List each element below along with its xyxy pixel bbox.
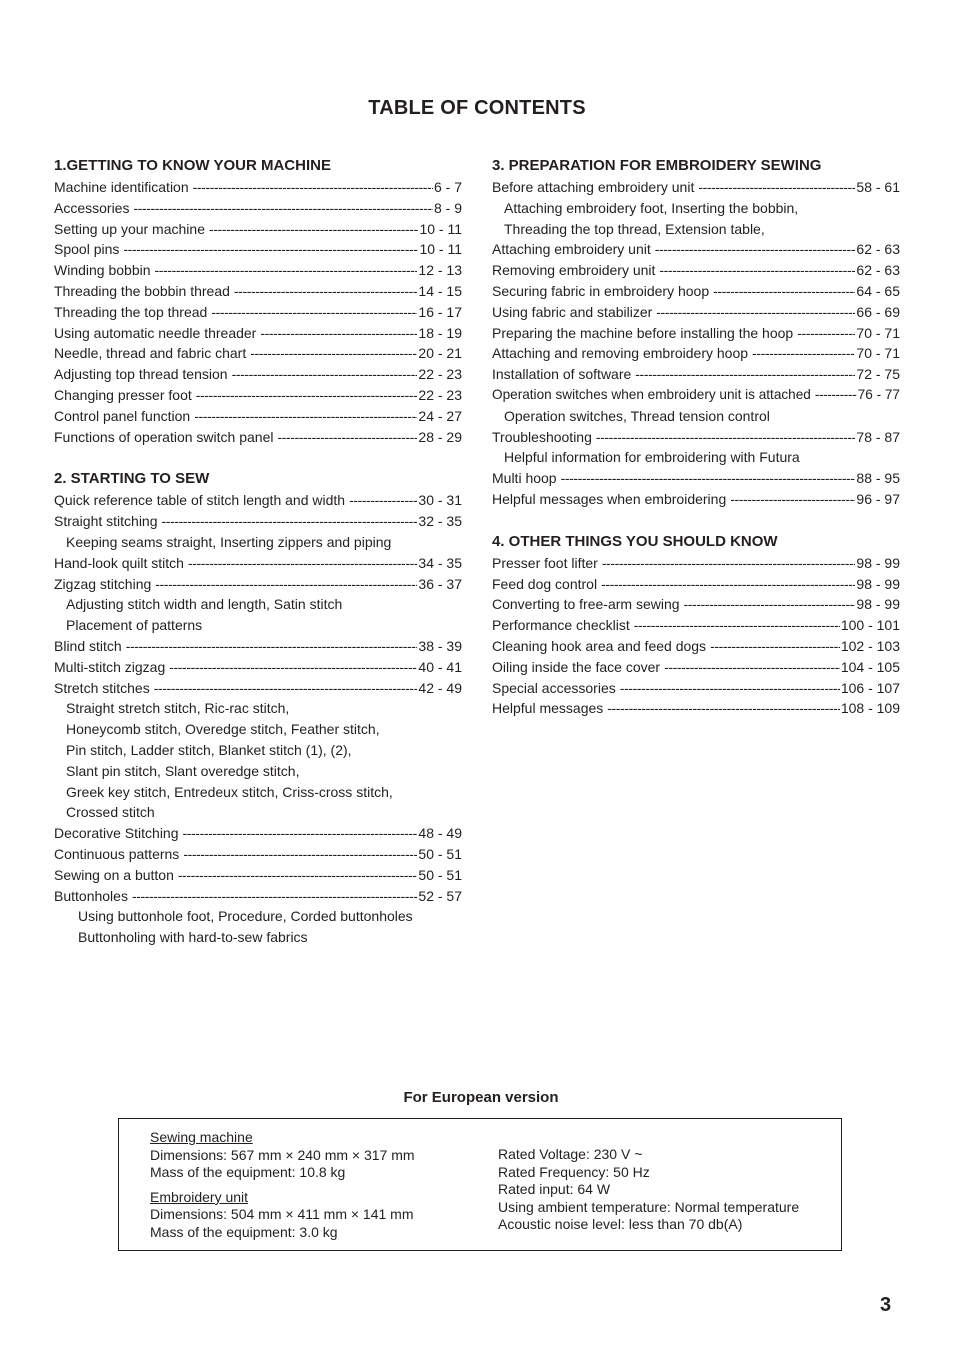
entry-label: Threading the bobbin thread [54,282,230,299]
european-version-title: For European version [403,1089,559,1106]
toc-section-3 [492,155,900,510]
entry-label: Straight stitching [54,513,158,530]
acoustic-noise: Acoustic noise level: less than 70 db(A) [498,1216,743,1233]
toc-entry[interactable] [54,823,462,844]
toc-entry[interactable] [492,260,900,281]
page-number: 3 [880,1294,892,1316]
dot-leader [188,553,417,574]
toc-entry[interactable] [54,865,462,886]
dot-leader [126,636,418,657]
toc-entry[interactable] [492,615,900,636]
entry-pages: 62 - 63 [856,241,900,258]
entry-label: Adjusting top thread tension [54,366,228,383]
entry-label: Threading the top thread [54,303,208,320]
toc-entry[interactable] [492,657,900,678]
entry-label: Zigzag stitching [54,575,152,592]
toc-subentry: Slant pin stitch, Slant overedge stitch, [66,762,300,779]
toc-entry[interactable] [54,886,462,907]
dot-leader [250,343,417,364]
entry-pages: 10 - 11 [419,220,462,237]
entry-pages: 30 - 31 [418,492,462,509]
dot-leader [561,468,856,489]
dot-leader [656,302,855,323]
toc-entry[interactable] [54,260,462,281]
entry-label: Oiling inside the face cover [492,658,661,675]
entry-pages: 52 - 57 [418,887,462,904]
toc-entry[interactable] [492,553,900,574]
toc-entry[interactable] [54,198,462,219]
entry-label: Special accessories [492,679,616,696]
entry-pages: 78 - 87 [856,428,900,445]
embroidery-unit-mass: Mass of the equipment: 3.0 kg [150,1223,338,1240]
entry-pages: 6 - 7 [433,179,462,195]
spec-box [118,1118,842,1251]
toc-section-4 [492,531,900,719]
dot-leader [209,219,418,240]
entry-pages: 70 - 71 [856,324,900,341]
entry-label: Blind stitch [54,637,122,654]
entry-label: Helpful messages when embroidering [492,490,727,507]
toc-subentry: Attaching embroidery foot, Inserting the bobbin, [504,199,799,216]
dot-leader [178,865,418,886]
entry-pages: 58 - 61 [856,179,900,195]
toc-entry[interactable] [492,678,900,699]
entry-pages: 102 - 103 [840,637,900,654]
entry-label: Performance checklist [492,617,630,634]
toc-entry[interactable] [54,177,462,198]
spec-ratings [498,1146,799,1234]
entry-pages: 98 - 99 [856,554,900,571]
toc-subentry: Straight stretch stitch, Ric-rac stitch, [66,700,290,717]
entry-pages: 42 - 49 [418,679,462,696]
dot-leader [154,678,418,699]
entry-label: Multi hoop [492,470,557,487]
entry-pages: 36 - 37 [418,575,462,592]
entry-pages: 100 - 101 [840,617,900,634]
entry-label: Attaching and removing embroidery hoop [492,345,749,362]
dot-leader [162,511,418,532]
entry-pages: 22 - 23 [418,366,462,383]
toc-entry[interactable] [54,511,462,532]
dot-leader [602,553,856,574]
embroidery-unit-dimensions: Dimensions: 504 mm × 411 mm × 141 mm [150,1206,414,1223]
toc-entry[interactable] [492,427,900,448]
entry-pages: 48 - 49 [418,825,462,842]
dot-leader [133,198,433,219]
entry-label: Cleaning hook area and feed dogs [492,637,707,654]
toc-entry[interactable] [492,323,900,344]
entry-label: Securing fabric in embroidery hoop [492,282,710,299]
entry-pages: 14 - 15 [418,282,462,299]
rated-frequency: Rated Frequency: 50 Hz [498,1163,650,1180]
entry-label: Feed dog control [492,575,598,592]
toc-entry[interactable] [54,385,462,406]
entry-label: Buttonholes [54,887,128,904]
sewing-machine-mass: Mass of the equipment: 10.8 kg [150,1164,346,1181]
entry-label: Using fabric and stabilizer [492,303,653,320]
entry-label: Accessories [54,199,130,216]
dot-leader [169,657,417,678]
dot-leader [123,239,418,260]
toc-subentry: Adjusting stitch width and length, Satin stitch [66,596,343,613]
toc-entry[interactable] [54,490,462,511]
entry-label: Operation switches when embroidery unit is attached [492,386,811,402]
toc-entry[interactable] [492,343,900,364]
dot-leader [234,281,417,302]
toc-section-2 [54,468,462,948]
toc-subentry: Keeping seams straight, Inserting zippers and piping [66,533,392,550]
entry-pages: 76 - 77 [857,386,900,402]
dot-leader [349,490,417,511]
toc-entry[interactable] [54,281,462,302]
toc-entry[interactable] [492,281,900,302]
toc-entry[interactable] [54,678,462,699]
entry-pages: 96 - 97 [856,490,900,507]
entry-pages: 104 - 105 [840,658,900,675]
toc-entry[interactable] [54,657,462,678]
entry-pages: 70 - 71 [856,345,900,362]
entry-pages: 88 - 95 [856,470,900,487]
section-title: 1.GETTING TO KNOW YOUR MACHINE [54,157,331,174]
entry-label: Stretch stitches [54,679,150,696]
entry-pages: 64 - 65 [856,282,900,299]
entry-pages: 8 - 9 [433,199,462,216]
toc-subentry: Pin stitch, Ladder stitch, Blanket stitch (1), (2), [66,741,352,758]
dot-leader [183,844,417,865]
entry-label: Preparing the machine before installing the hoop [492,324,794,341]
entry-label: Hand-look quilt stitch [54,554,184,571]
toc-entry[interactable] [54,574,462,595]
entry-label: Presser foot lifter [492,554,598,571]
toc-entry[interactable] [54,406,462,427]
dot-leader [211,302,417,323]
entry-pages: 108 - 109 [840,700,900,717]
entry-label: Removing embroidery unit [492,262,656,279]
entry-label: Spool pins [54,241,120,258]
entry-pages: 20 - 21 [418,345,462,362]
rated-input: Rated input: 64 W [498,1181,611,1198]
dot-leader [797,323,855,344]
dot-leader [193,177,433,198]
toc-subentry: Operation switches, Thread tension control [504,407,770,424]
dot-leader [752,343,855,364]
dot-leader [634,615,840,636]
entry-label: Attaching embroidery unit [492,241,651,258]
entry-pages: 72 - 75 [856,366,900,383]
entry-pages: 24 - 27 [418,407,462,424]
toc-entry[interactable] [492,385,900,406]
section-title: 3. PREPARATION FOR EMBROIDERY SEWING [492,157,822,174]
toc-subentry: Threading the top thread, Extension table, [504,220,765,237]
toc-left-column [54,155,462,969]
toc-right-column [492,155,900,740]
toc-section-1 [54,155,462,447]
toc-entry[interactable] [54,427,462,448]
entry-label: Setting up your machine [54,220,205,237]
dot-leader [277,427,417,448]
spacer [150,1182,415,1189]
entry-label: Before attaching embroidery unit [492,179,695,195]
dot-leader [607,698,840,719]
entry-pages: 22 - 23 [418,386,462,403]
toc-entry[interactable] [492,574,900,595]
toc-subentry: Honeycomb stitch, Overedge stitch, Feather stitch, [66,721,380,738]
entry-pages: 34 - 35 [418,554,462,571]
entry-pages: 98 - 99 [856,596,900,613]
entry-label: Quick reference table of stitch length and width [54,492,346,509]
entry-label: Needle, thread and fabric chart [54,345,247,362]
entry-label: Changing presser foot [54,386,192,403]
entry-pages: 106 - 107 [840,679,900,696]
entry-pages: 98 - 99 [856,575,900,592]
entry-label: Decorative Stitching [54,825,179,842]
rated-voltage: Rated Voltage: 230 V ~ [498,1146,643,1162]
dot-leader [596,427,856,448]
dot-leader [684,594,856,615]
dot-leader [655,239,856,260]
entry-pages: 38 - 39 [418,637,462,654]
entry-pages: 32 - 35 [418,513,462,530]
toc-entry[interactable] [492,636,900,657]
entry-label: Multi-stitch zigzag [54,658,166,675]
toc-subentry: Placement of patterns [66,617,203,634]
sewing-machine-dimensions: Dimensions: 567 mm × 240 mm × 317 mm [150,1146,415,1163]
toc-entry[interactable] [54,343,462,364]
toc-entry[interactable] [492,489,900,510]
toc-entry[interactable] [492,468,900,489]
toc-entry[interactable] [54,844,462,865]
dot-leader [698,177,855,198]
toc-entry[interactable] [492,302,900,323]
dot-leader [260,323,417,344]
entry-label: Using automatic needle threader [54,324,257,341]
dot-leader [183,823,418,844]
toc-entry[interactable] [54,219,462,240]
entry-label: Functions of operation switch panel [54,428,274,445]
dot-leader [620,678,840,699]
entry-pages: 40 - 41 [418,658,462,675]
toc-entry[interactable] [492,239,900,260]
entry-label: Continuous patterns [54,845,180,862]
dot-leader [815,385,857,406]
toc-entry[interactable] [492,364,900,385]
dot-leader [710,636,840,657]
entry-pages: 62 - 63 [856,262,900,279]
dot-leader [155,574,417,595]
page-title: TABLE OF CONTENTS [368,97,586,119]
toc-subentry: Using buttonhole foot, Procedure, Corded buttonholes [78,908,413,925]
entry-label: Machine identification [54,179,189,195]
dot-leader [635,364,855,385]
toc-entry[interactable] [54,239,462,260]
entry-label: Winding bobbin [54,262,151,279]
entry-label: Control panel function [54,407,191,424]
toc-entry[interactable] [492,594,900,615]
dot-leader [232,364,418,385]
toc-entry[interactable] [492,177,900,198]
entry-label: Sewing on a button [54,866,174,883]
entry-label: Troubleshooting [492,428,592,445]
dot-leader [664,657,840,678]
spec-dimensions [150,1129,415,1242]
entry-pages: 16 - 17 [418,303,462,320]
toc-entry[interactable] [54,364,462,385]
dot-leader [601,574,855,595]
entry-pages: 18 - 19 [418,324,462,341]
entry-pages: 10 - 11 [419,241,462,258]
toc-entry[interactable] [54,302,462,323]
section-title: 4. OTHER THINGS YOU SHOULD KNOW [492,532,778,550]
embroidery-unit-heading: Embroidery unit [150,1188,249,1205]
section-title: 2. STARTING TO SEW [54,470,210,488]
toc-subentry: Buttonholing with hard-to-sew fabrics [78,929,308,946]
dot-leader [155,260,418,281]
dot-leader [730,489,855,510]
toc-subentry: Crossed stitch [66,804,155,821]
dot-leader [132,886,417,907]
toc-entry[interactable] [492,698,900,719]
entry-pages: 28 - 29 [418,428,462,445]
toc-entry[interactable] [54,636,462,657]
toc-entry[interactable] [54,553,462,574]
dot-leader [713,281,855,302]
entry-pages: 66 - 69 [856,303,900,320]
entry-pages: 12 - 13 [418,262,462,279]
entry-label: Converting to free-arm sewing [492,596,680,613]
entry-label: Installation of software [492,366,632,383]
dot-leader [194,406,417,427]
toc-entry[interactable] [54,323,462,344]
dot-leader [659,260,855,281]
toc-subentry: Greek key stitch, Entredeux stitch, Criss-cross stitch, [66,783,393,800]
entry-pages: 50 - 51 [418,845,462,862]
dot-leader [196,385,418,406]
entry-pages: 50 - 51 [418,866,462,883]
ambient-temperature: Using ambient temperature: Normal temperature [498,1198,800,1215]
toc-subentry: Helpful information for embroidering with Futura [504,449,800,466]
entry-label: Helpful messages [492,700,604,717]
sewing-machine-heading: Sewing machine [150,1129,253,1145]
